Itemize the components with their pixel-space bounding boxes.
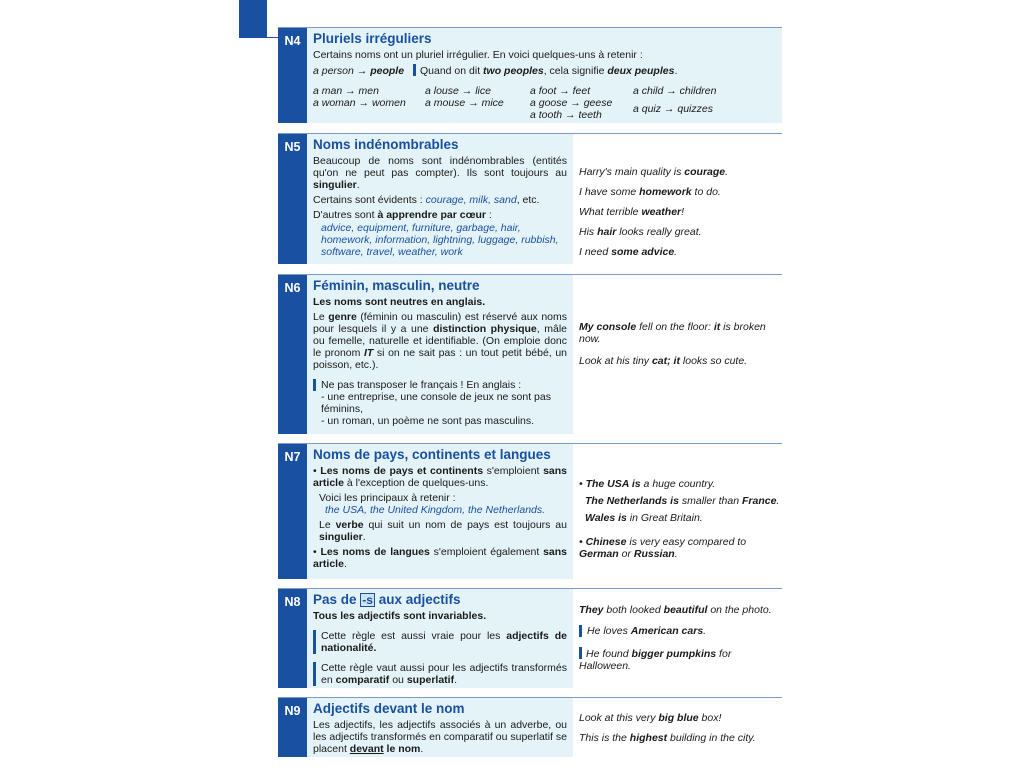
example: I have some homework to do. — [579, 186, 721, 198]
paragraph: D'autres sont à apprendre par cœur : — [313, 209, 492, 221]
examples — [573, 275, 782, 434]
list-item: a tooth → teeth — [530, 109, 602, 121]
example: Wales is in Great Britain. — [585, 512, 703, 524]
section-n6 — [278, 274, 782, 434]
section-content — [307, 589, 573, 688]
examples — [573, 589, 782, 688]
example: The Netherlands is smaller than France. — [585, 495, 780, 507]
list-item: a goose → geese — [530, 97, 613, 109]
list-item: a mouse → mice — [425, 97, 504, 109]
list-item: a foot → feet — [530, 85, 591, 97]
paragraph: Beaucoup de noms sont indénombrables (entités qu'on ne peut pas compter). Ils sont toujours au singulier. — [313, 155, 567, 191]
section-number: N5 — [278, 134, 307, 264]
example: This is the highest building in the city. — [579, 732, 756, 744]
paragraph: Le genre (féminin ou masculin) est réservé aux noms pour lesquels il y a une distinction physique, mâle ou femelle, naturelle et identifiable. (On emploie donc le pronom IT si on ne sait pas : un tout petit bébé, un poisson, etc.). — [313, 311, 567, 371]
warning-note: Ne pas transposer le français ! En anglais : - une entreprise, une console de jeux ne sont pas féminins, - un roman, un poème ne sont pas masculins. — [313, 379, 567, 427]
list-item: a child → children — [633, 85, 717, 97]
examples — [573, 444, 782, 579]
section-n7 — [278, 443, 782, 579]
section-content — [307, 134, 573, 264]
example: • The USA is a huge country. — [579, 478, 716, 490]
paragraph: • Les noms de langues s'emploient également sans article. — [313, 546, 567, 570]
list-item: a woman → women — [313, 97, 406, 109]
example-line: a person → people Quand on dit two peoples, cela signifie deux peuples. — [313, 65, 678, 77]
lead-text: Les noms sont neutres en anglais. — [313, 296, 486, 308]
example: Look at this very big blue box! — [579, 712, 722, 724]
section-number: N9 — [278, 698, 307, 757]
plural-grid — [313, 85, 776, 121]
section-content — [307, 698, 573, 757]
rule-note: Cette règle est aussi vraie pour les adjectifs de nationalité. — [313, 630, 567, 654]
section-title: Féminin, masculin, neutre — [313, 278, 480, 293]
country-list: the USA, the United Kingdom, the Netherlands. — [325, 504, 546, 516]
section-content: Noms de pays, continents et langues • Les noms de pays et continents s'emploient sans article à l'exception de quelques-uns. Voici les principaux à retenir : the USA, the United Kingdom, the Netherlands. Le verbe qui suit un nom de pays est toujours au singulier. • Les noms de langues s'emploient également sans article. — [307, 444, 573, 579]
section-content — [307, 275, 573, 434]
example: He found bigger pumpkins for Halloween. — [579, 648, 732, 672]
list-item: a quiz → quizzes — [633, 103, 713, 115]
section-number: N4 — [278, 28, 307, 123]
section-n8 — [278, 588, 782, 688]
intro-text: Certains noms ont un pluriel irrégulier. En voici quelques-uns à retenir : — [313, 49, 643, 61]
section-title: Adjectifs devant le nom — [313, 701, 465, 716]
example: My console fell on the floor: it is broken now. — [579, 321, 766, 345]
section-title: Noms indénombrables — [313, 137, 459, 152]
word-list: advice, equipment, furniture, garbage, hair, homework, information, lightning, luggage, rubbish, software, travel, weather, work — [321, 222, 559, 258]
example: What terrible weather! — [579, 206, 685, 218]
section-number: N7 — [278, 444, 307, 579]
lead-text: Tous les adjectifs sont invariables. — [313, 610, 487, 622]
example: His hair looks really great. — [579, 226, 702, 238]
section-title: Pas de -s aux adjectifs — [313, 592, 461, 607]
section-n5 — [278, 133, 782, 264]
list-item: a man → men — [313, 85, 379, 97]
section-title: Pluriels irréguliers — [313, 31, 432, 46]
note-marker — [413, 64, 416, 76]
section-title: Noms de pays, continents et langues — [313, 447, 551, 462]
paragraph: Le verbe qui suit un nom de pays est toujours au singulier. — [319, 519, 567, 543]
section-n9 — [278, 697, 782, 757]
paragraph: Les adjectifs, les adjectifs associés à un adverbe, ou les adjectifs transformés en comparatif ou superlatif se placent devant le nom. — [313, 719, 567, 755]
suffix-box: -s — [362, 593, 373, 607]
section-n4 — [278, 27, 782, 123]
example: • Chinese is very easy compared to German or Russian. — [579, 536, 747, 560]
list-item: a louse → lice — [425, 85, 491, 97]
example: He loves American cars. — [579, 625, 782, 637]
examples — [573, 134, 782, 264]
rule-note: Cette règle vaut aussi pour les adjectifs transformés en comparatif ou superlatif. — [313, 662, 567, 686]
example: Look at his tiny cat; it looks so cute. — [579, 355, 748, 367]
examples — [573, 698, 782, 757]
paragraph: • Les noms de pays et continents s'emploient sans article à l'exception de quelques-uns. — [313, 465, 568, 489]
section-number: N8 — [278, 589, 307, 688]
corner-tab — [239, 0, 267, 38]
example: I need some advice. — [579, 246, 678, 258]
example: Harry's main quality is courage. — [579, 166, 729, 178]
section-content — [307, 28, 782, 123]
paragraph: Certains sont évidents : courage, milk, sand, etc. — [313, 194, 540, 206]
section-number: N6 — [278, 275, 307, 434]
example: They both looked beautiful on the photo. — [579, 604, 772, 616]
